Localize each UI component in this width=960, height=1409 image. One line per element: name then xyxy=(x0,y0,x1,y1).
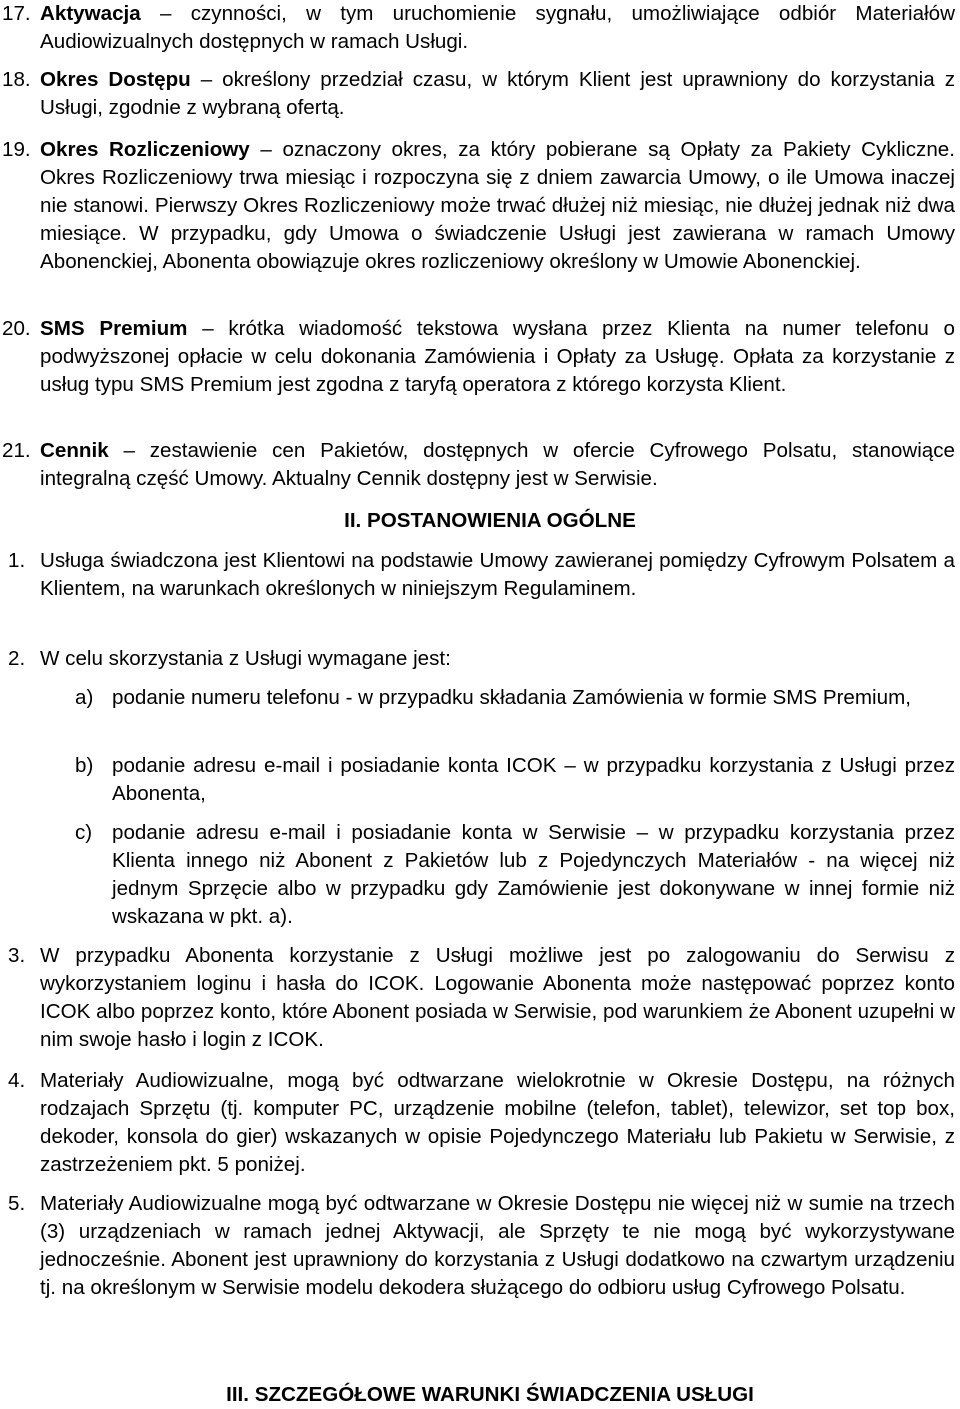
subpoint-text: podanie adresu e-mail i posiadanie konta w Serwisie – w przypadku korzystania przez Klienta innego niż Abonent z Pakietów lub z Pojedynczych Materiałów - na więcej niż jednym Sprzęcie albo w przypadku gdy Zamówienie jest dokonywane w innej formie niż wskazana w pkt. a). xyxy=(112,821,955,928)
definition-term: Okres Rozliczeniowy xyxy=(40,138,250,161)
definition-number: 18. xyxy=(2,68,31,91)
section-heading-2: II. POSTANOWIENIA OGÓLNE xyxy=(344,509,636,532)
point-text: W celu skorzystania z Usługi wymagane jest: xyxy=(40,647,451,670)
definition-18 xyxy=(2,66,955,122)
subpoint-label: c) xyxy=(75,821,93,844)
point-number: 4. xyxy=(8,1069,26,1092)
subpoint-c xyxy=(75,819,955,931)
definition-text: – krótka wiadomość tekstowa wysłana przez Klienta na numer telefonu o podwyższonej opłacie w celu dokonania Zamówienia i Opłaty za Usługę. Opłata za korzystanie z usług typu SMS Premium jest zgodna z taryfą operatora z którego korzysta Klient. xyxy=(40,317,955,396)
subpoint-text: podanie adresu e-mail i posiadanie konta ICOK – w przypadku korzystania z Usługi przez Abonenta, xyxy=(112,754,955,805)
definition-text: – czynności, w tym uruchomienie sygnału, umożliwiające odbiór Materiałów Audiowizualnych dostępnych w ramach Usługi. xyxy=(40,2,955,53)
definition-20 xyxy=(2,315,955,399)
definition-19 xyxy=(2,136,955,276)
definition-text: – zestawienie cen Pakietów, dostępnych w ofercie Cyfrowego Polsatu, stanowiące integralną część Umowy. Aktualny Cennik dostępny jest w Serwisie. xyxy=(40,439,955,490)
definition-number: 17. xyxy=(2,2,31,25)
definition-text: – określony przedział czasu, w którym Klient jest uprawniony do korzystania z Usługi, zgodnie z wybraną ofertą. xyxy=(40,68,955,119)
definition-term: Okres Dostępu xyxy=(40,68,191,91)
point-text: Materiały Audiowizualne mogą być odtwarzane w Okresie Dostępu nie więcej niż w sumie na trzech (3) urządzeniach w ramach jednej Aktywacji, ale Sprzęty te nie mogą być wykorzystywane jednocześnie. Abonent jest uprawniony do korzystania z Usługi dodatkowo na czwartym urządzeniu tj. na określonym w Serwisie modelu dekodera służącego do odbioru usług Cyfrowego Polsatu. xyxy=(40,1192,955,1299)
subpoint-label: b) xyxy=(75,754,94,777)
definition-number: 19. xyxy=(2,138,31,161)
point-number: 3. xyxy=(8,944,26,967)
point-number: 5. xyxy=(8,1192,26,1215)
definition-21 xyxy=(2,437,955,493)
point-text: Usługa świadczona jest Klientowi na podstawie Umowy zawieranej pomiędzy Cyfrowym Polsatem a Klientem, na warunkach określonych w niniejszym Regulaminem. xyxy=(40,549,955,600)
section-heading-3: III. SZCZEGÓŁOWE WARUNKI ŚWIADCZENIA USŁUGI xyxy=(226,1383,754,1406)
general-point-2 xyxy=(8,645,955,673)
general-point-4 xyxy=(8,1067,955,1179)
definition-term: SMS Premium xyxy=(40,317,188,340)
subpoint-text: podanie numeru telefonu - w przypadku składania Zamówienia w formie SMS Premium, xyxy=(112,686,911,709)
point-text: W przypadku Abonenta korzystanie z Usługi możliwe jest po zalogowaniu do Serwisu z wykorzystaniem loginu i hasła do ICOK. Logowanie Abonenta może następować poprzez konto ICOK albo poprzez konto, które Abonent posiada w Serwisie, pod warunkiem że Abonent uzupełni w nim swoje hasło i login z ICOK. xyxy=(40,944,955,1051)
general-point-3 xyxy=(8,942,955,1054)
general-point-5 xyxy=(8,1190,955,1302)
point-text: Materiały Audiowizualne, mogą być odtwarzane wielokrotnie w Okresie Dostępu, na różnych rodzajach Sprzętu (tj. komputer PC, urządzenie mobilne (telefon, tablet), telewizor, set top box, dekoder, konsola do gier) wskazanych w opisie Pojedynczego Materiału lub Pakietu w Serwisie, z zastrzeżeniem pkt. 5 poniżej. xyxy=(40,1069,955,1176)
general-point-1 xyxy=(8,547,955,603)
definition-term: Aktywacja xyxy=(40,2,141,25)
definition-number: 20. xyxy=(2,317,31,340)
subpoint-a xyxy=(75,684,955,712)
subpoint-label: a) xyxy=(75,686,94,709)
definition-17 xyxy=(2,0,955,56)
point-number: 2. xyxy=(8,647,26,670)
definition-text: – oznaczony okres, za który pobierane są Opłaty za Pakiety Cykliczne. Okres Rozliczeniowy trwa miesiąc i rozpoczyna się z dniem zawarcia Umowy, o ile Umowa inaczej nie stanowi. Pierwszy Okres Rozliczeniowy może trwać dłużej niż miesiąc, nie dłużej jednak niż dwa miesiące. W przypadku, gdy Umowa o świadczenie Usługi jest zawierana w ramach Umowy Abonenckiej, Abonenta obowiązuje okres rozliczeniowy określony w Umowie Abonenckiej. xyxy=(40,138,955,273)
definition-term: Cennik xyxy=(40,439,109,462)
point-number: 1. xyxy=(8,549,26,572)
subpoint-b xyxy=(75,752,955,808)
definition-number: 21. xyxy=(2,439,31,462)
